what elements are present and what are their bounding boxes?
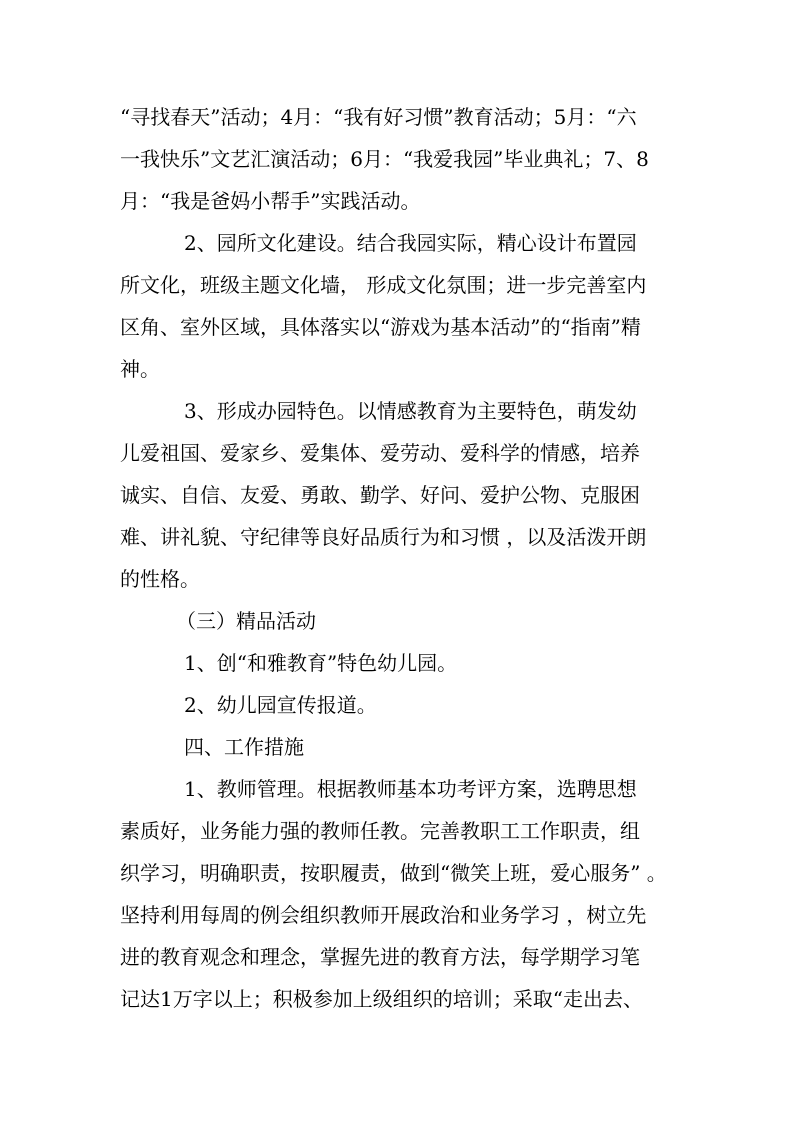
paragraph-line: 的性格。: [120, 567, 200, 591]
list-item: 1、创“和雅教育”特色幼儿园。: [184, 651, 458, 675]
paragraph-line: 难、讲礼貌、守纪律等良好品质行为和习惯 ，以及活泼开朗: [120, 525, 647, 549]
paragraph-line: 一我快乐”文艺汇演活动；6月：“我爱我园”毕业典礼；7、8: [120, 147, 649, 171]
paragraph-line: 诚实、自信、友爱、勇敢、勤学、好问、爱护公物、克服困: [120, 483, 640, 507]
section-heading: （三）精品活动: [176, 609, 316, 633]
paragraph-line: 区角、室外区域，具体落实以“游戏为基本活动”的“指南”精: [120, 315, 641, 339]
section-heading: 四、工作措施: [184, 735, 304, 759]
paragraph-line: 进的教育观念和理念，掌握先进的教育方法，每学期学习笔: [120, 945, 640, 969]
paragraph-line: 月：“我是爸妈小帮手”实践活动。: [120, 189, 421, 213]
paragraph-line: 织学习，明确职责，按职履责，做到“微笑上班，爱心服务” 。: [120, 861, 667, 885]
paragraph-line: 2、园所文化建设。结合我园实际，精心设计布置园: [184, 231, 637, 255]
list-item: 2、幼儿园宣传报道。: [184, 693, 377, 717]
paragraph-line: 3、形成办园特色。以情感教育为主要特色，萌发幼: [184, 399, 637, 423]
paragraph-line: 儿爱祖国、爱家乡、爱集体、爱劳动、爱科学的情感，培养: [120, 441, 640, 465]
paragraph-line: 1、教师管理。根据教师基本功考评方案，选聘思想: [184, 777, 637, 801]
paragraph-line: “寻找春天”活动；4月：“我有好习惯”教育活动；5月：“六: [120, 105, 637, 129]
paragraph-line: 所文化，班级主题文化墙， 形成文化氛围；进一步完善室内: [120, 273, 647, 297]
paragraph-line: 坚持利用每周的例会组织教师开展政治和业务学习 ，树立先: [120, 903, 647, 927]
paragraph-line: 神。: [120, 357, 160, 381]
paragraph-line: 记达1万字以上；积极参加上级组织的培训；采取“走出去、: [120, 987, 643, 1011]
paragraph-line: 素质好，业务能力强的教师任教。完善教职工工作职责，组: [120, 819, 640, 843]
